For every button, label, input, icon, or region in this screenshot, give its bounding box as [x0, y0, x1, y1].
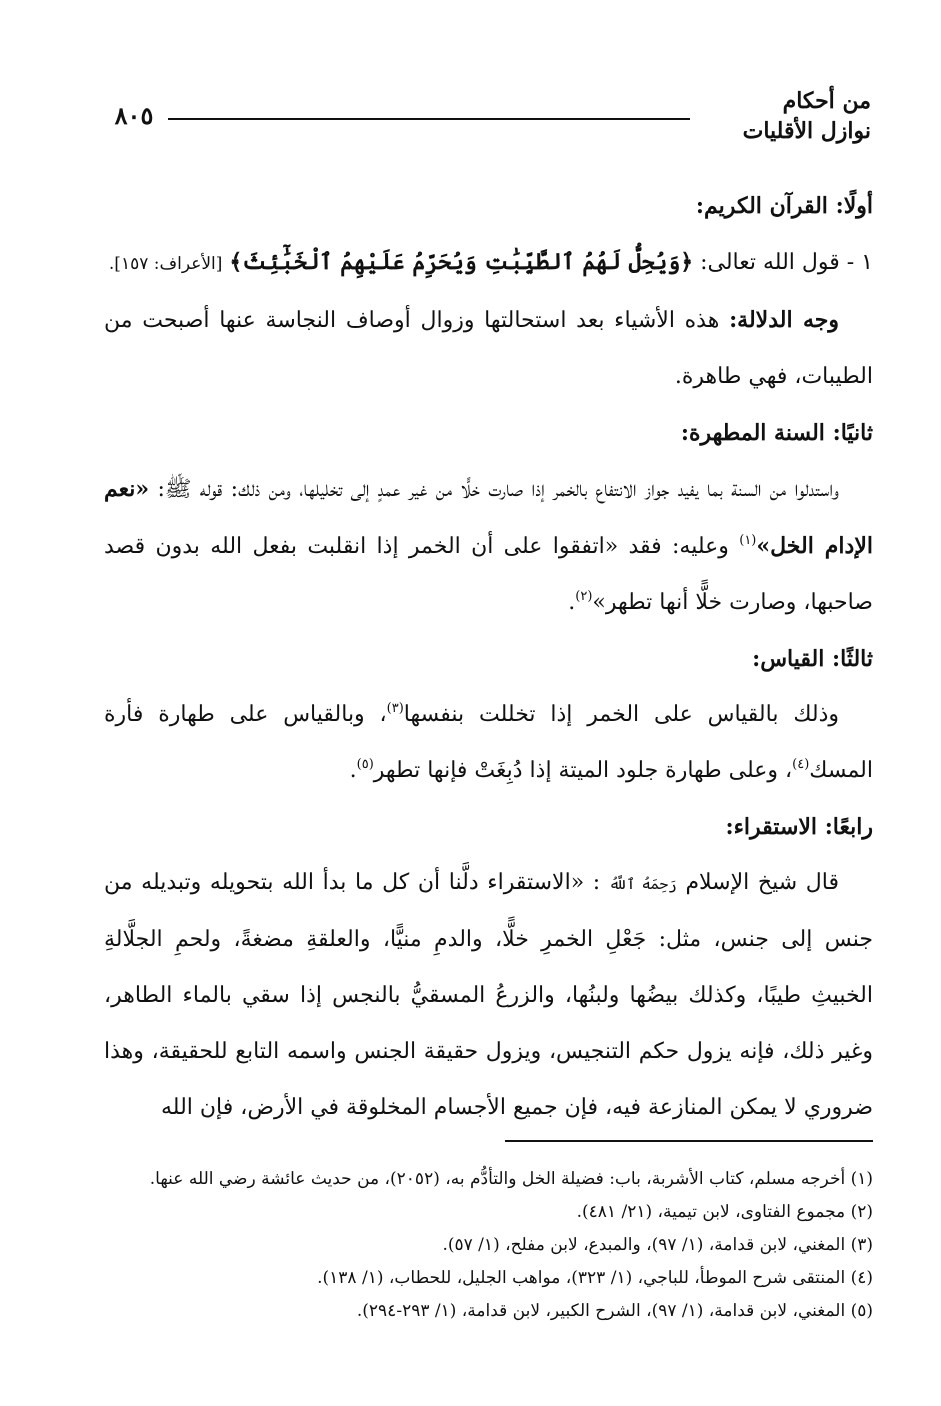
dalala-text: هذه الأشياء بعد استحالتها وزوال أوصاف النجاسة عنها أصبحت من الطيبات، فهي طاهرة. [104, 308, 873, 389]
honorific: رَحِمَهُ ٱللَّهُ [608, 875, 677, 893]
footnotes [104, 1163, 873, 1328]
header-title-line-1: من أحكام [782, 88, 871, 114]
footnote-marker-1: (١) [739, 533, 757, 548]
footnote-1: (١) أخرجه مسلم، كتاب الأشربة، باب: فضيلة الخل والتأدُّم به، (٢٠٥٢)، من حديث عائشة رضي الله عنها. [149, 1169, 873, 1189]
footnote-marker-5: (٥) [356, 757, 374, 772]
running-header-title [701, 86, 871, 146]
sunna-text-2: وعليه: فقد «اتفقوا على أن الخمر إذا انقلبت بفعل الله بدون قصد صاحبها، وصارت خلًّا أنها تطهر» [104, 534, 873, 615]
footnote-marker-2: (٢) [575, 589, 593, 604]
qiyas-paragraph [104, 687, 873, 799]
footnote-5: (٥) المغني، لابن قدامة، (١/ ٩٧)، الشرح الكبير، لابن قدامة، (١/ ٢٩٣-٢٩٤). [356, 1301, 873, 1321]
page-number: ٨٠٥ [114, 101, 154, 130]
main-text [104, 178, 873, 1136]
sunna-hadith: «نعم الإدام الخل» [104, 476, 873, 559]
quran-reference: [الأعراف: ١٥٧]. [108, 254, 223, 274]
section-heading-sunna: ثانيًا: السنة المطهرة: [680, 420, 873, 446]
header-rule [168, 118, 690, 120]
qiyas-text-1: وذلك بالقياس على الخمر إذا تخللت بنفسها [403, 702, 839, 727]
section-heading-istiqra: رابعًا: الاستقراء: [725, 814, 873, 840]
sunna-paragraph [104, 461, 873, 631]
footnote-marker-4: (٤) [792, 757, 810, 772]
footnote-marker-3: (٣) [386, 701, 404, 716]
footnote-4: (٤) المنتقى شرح الموطأ، للباجي، (١/ ٣٢٣)، مواهب الجليل، للحطاب، (١/ ١٣٨). [317, 1268, 873, 1288]
footnote-rule [505, 1140, 873, 1142]
qiyas-text-2: ، وبالقياس على طهارة فأرة المسك [104, 702, 873, 783]
qiyas-end: . [349, 758, 357, 783]
section-heading-qiyas: ثالثًا: القياس: [752, 646, 873, 672]
istiqra-intro: قال شيخ الإسلام [685, 870, 840, 895]
section-heading-quran: أولًا: القرآن الكريم: [695, 193, 873, 219]
qiyas-text-3: ، وعلى طهارة جلود الميتة إذا دُبِغَتْ فإنها تطهر [373, 758, 793, 783]
quran-item-prefix: ١ - قول الله تعالى: [700, 250, 873, 275]
quran-verse: ﴿وَيُحِلُّ لَهُمُ ٱلطَّيِّبَٰتِ وَيُحَرِّمُ عَلَيْهِمُ ٱلْخَبَٰٓئِثَ﴾ [229, 249, 694, 275]
header-title-line-2: نوازل الأقليات [742, 118, 871, 144]
dalala-label: وجه الدلالة: [729, 307, 839, 333]
dalala-paragraph [104, 292, 873, 405]
footnote-2: (٢) مجموع الفتاوى، لابن تيمية، (٢١/ ٤٨١). [576, 1202, 873, 1222]
istiqra-quote: : «الاستقراء دلَّنا أن كل ما بدأ الله بتحويله وتبديله من جنس إلى جنس، مثل: جَعْلِ الخمرِ خلًّا، والدمِ منيًّا، والعلقةِ مضغةً، ولحمِ الجلَّالةِ الخبيثِ طيبًا، وكذلك بيضُها ولبنُها، والزرعُ المسقيُّ بالنجس إذا سقي بالماء الطاهر، وغير ذلك، فإنه يزول حكم التنجيس، ويزول حقيقة الجنس واسمه التابع للحقيقة، وهذا ضروري لا يمكن المنازعة فيه، فإن جميع الأجسام المخلوقة في الأرض، فإن الله [104, 870, 873, 1120]
istiqra-paragraph [104, 855, 873, 1136]
sunna-end: . [568, 590, 576, 615]
quran-evidence [104, 234, 873, 292]
sunna-text-1: واستدلوا من السنة بما يفيد جواز الانتفاع بالخمر إذا صارت خلًّا من غير عمدٍ إلى تخليلها، ومن ذلك: قوله ﷺ: [157, 477, 839, 502]
footnote-3: (٣) المغني، لابن قدامة، (١/ ٩٧)، والمبدع، لابن مفلح، (١/ ٥٧). [442, 1235, 873, 1255]
